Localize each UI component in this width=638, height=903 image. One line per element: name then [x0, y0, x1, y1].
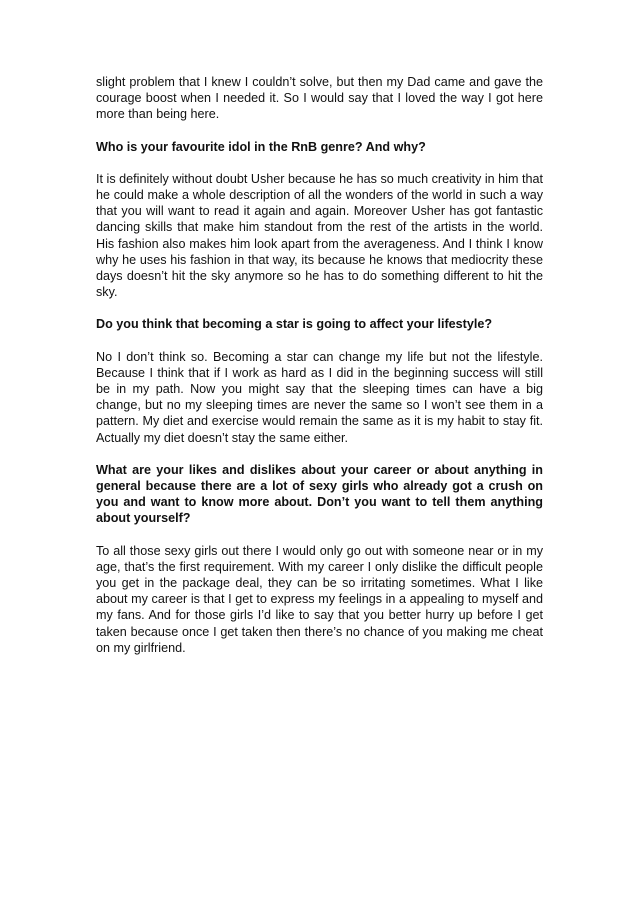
question-favourite-idol: Who is your favourite idol in the RnB genre? And why? — [96, 139, 426, 154]
answer-favourite-idol: It is definitely without doubt Usher because he has so much creativity in him that he could make a whole description of all the wonders of the world in such a way that you will want to read it again and again. Moreover Usher has got fantastic dancing skills that make him standout from the rest of the artists in the world. His fashion also makes him look apart from the averageness. And I think I know why he uses his fashion in that way, its because he knows that mediocrity these days doesn’t hit the sky anymore so he has to do something different to hit the sky. — [96, 171, 543, 300]
document-page — [96, 74, 543, 672]
answer-lifestyle: No I don’t think so. Becoming a star can change my life but not the lifestyle. Because I think that if I work as hard as I did in the beginning success will still be in my path. Now you might say that the sleeping times can have a big change, but no my sleeping times are never the same so I won’t see them in a pattern. My diet and exercise would remain the same as it is my habit to stay fit. Actually my diet doesn’t stay the same either. — [96, 349, 543, 445]
answer-likes-dislikes: To all those sexy girls out there I would only go out with someone near or in my age, that’s the first requirement. With my career I only dislike the difficult people you get in the package deal, they can be so irritating sometimes. What I like about my career is that I get to express my feelings in a appealing to myself and my fans. And for those girls I’d like to say that you better hurry up before I get taken because once I get taken then there’s no chance of you making me cheat on my girlfriend. — [96, 543, 543, 655]
question-likes-dislikes: What are your likes and dislikes about your career or about anything in general because there are a lot of sexy girls who already got a crush on you and want to know more about. Don’t you want to tell them anything about yourself? — [96, 462, 543, 526]
intro-paragraph: slight problem that I knew I couldn’t solve, but then my Dad came and gave the courage boost when I needed it. So I would say that I loved the way I got here more than being here. — [96, 75, 543, 122]
question-lifestyle: Do you think that becoming a star is going to affect your lifestyle? — [96, 317, 493, 332]
